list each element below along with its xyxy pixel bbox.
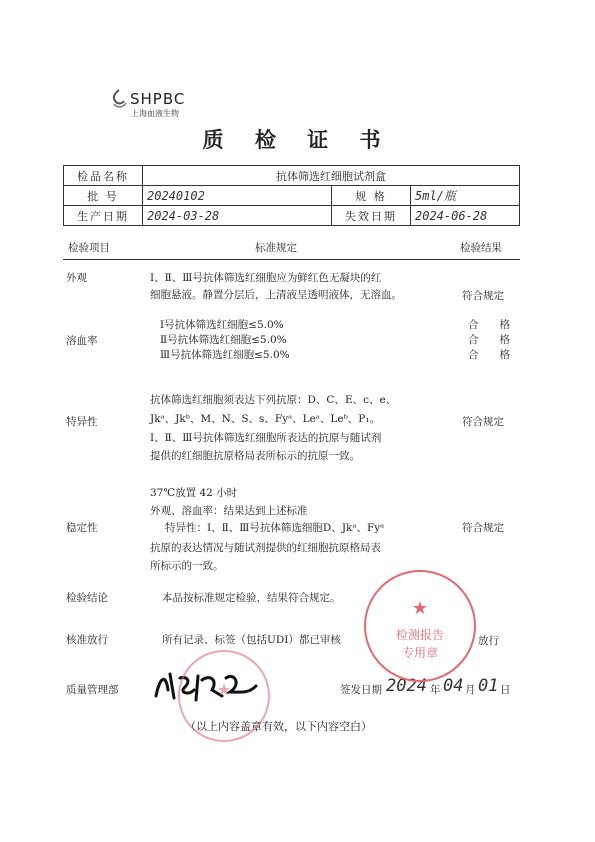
day-unit: 日 <box>500 684 511 696</box>
column-result: 检验结果 <box>460 242 502 254</box>
release-label: 核准放行 <box>66 634 108 646</box>
page-title: 质 检 证 书 <box>202 127 393 152</box>
hemolysis-line1: Ⅰ号抗体筛选红细胞≤5.0% <box>160 319 284 331</box>
batch-label: 批 号 <box>64 186 143 206</box>
divider <box>63 259 520 260</box>
sign-day: 01 <box>478 676 499 696</box>
specificity-label: 特异性 <box>66 416 98 428</box>
expiry-date-value: 2024-06-28 <box>411 206 520 226</box>
release-text: 所有记录、标签（包括UDI）都已审核 <box>162 634 341 646</box>
seal-star-icon: ★ <box>216 680 232 699</box>
year-unit: 年 <box>430 684 441 696</box>
sign-date-label: 签发日期 <box>340 684 382 696</box>
product-value: 抗体筛选红细胞试剂盒 <box>143 166 520 186</box>
logo-subtitle: 上海血液生物 <box>131 109 179 118</box>
hemolysis-label: 溶血率 <box>66 335 98 347</box>
stamp-star-icon: ★ <box>411 598 429 619</box>
spec-value: 5ml/瓶 <box>411 186 520 206</box>
conclusion-text: 本品按标准规定检验，结果符合规定。 <box>162 592 341 604</box>
stamp-line2: 专用章 <box>401 646 438 660</box>
batch-value: 20240102 <box>143 186 332 206</box>
expiry-date-label: 失效日期 <box>332 206 411 226</box>
spec-label: 规 格 <box>332 186 411 206</box>
hemolysis-line2: Ⅱ号抗体筛选红细胞≤5.0% <box>160 334 287 346</box>
inspection-report-stamp <box>364 570 476 682</box>
hemolysis-line3: Ⅲ号抗体筛选红细胞≤5.0% <box>160 349 290 361</box>
conclusion-label: 检验结论 <box>66 592 108 604</box>
sign-month: 04 <box>443 676 464 696</box>
footer-note: （以上内容盖章有效，以下内容空白） <box>185 720 372 733</box>
stability-result: 符合规定 <box>462 522 504 534</box>
stability-line3: 特异性：Ⅰ、Ⅱ、Ⅲ号抗体筛选细胞D、Jkᵃ、Fyᵃ <box>165 522 385 534</box>
column-standard: 标准规定 <box>255 242 297 254</box>
appearance-result: 符合规定 <box>462 290 504 302</box>
hemolysis-result1: 合 格 <box>468 319 510 331</box>
specificity-line2: Jkᵃ、Jkᵇ、M、N、S、s、Fyᵃ、Leᵃ、Leᵇ、P₁。 <box>150 413 381 425</box>
product-label: 检品名称 <box>64 166 143 186</box>
production-date-label: 生产日期 <box>64 206 143 226</box>
info-table <box>63 165 520 226</box>
stability-line1: 37℃放置 42 小时 <box>150 487 238 499</box>
stability-line5: 所标示的一致。 <box>150 560 224 572</box>
company-logo-icon <box>108 88 130 110</box>
stamp-line1: 检测报告 <box>395 628 444 642</box>
column-item: 检验项目 <box>68 242 110 254</box>
hemolysis-result2: 合 格 <box>468 334 510 346</box>
month-unit: 月 <box>465 684 476 696</box>
company-seal-stamp <box>178 650 270 742</box>
sign-year: 2024 <box>386 676 427 696</box>
stability-label: 稳定性 <box>66 522 98 534</box>
specificity-result: 符合规定 <box>462 416 504 428</box>
hemolysis-result3: 合 格 <box>468 349 510 361</box>
stability-line2: 外观、溶血率：结果达到上述标准 <box>150 505 308 517</box>
logo-text: SHPBC <box>130 90 186 108</box>
qa-department-label: 质量管理部 <box>66 684 119 696</box>
specificity-line3: Ⅰ、Ⅱ、Ⅲ号抗体筛选红细胞所表达的抗原与随试剂 <box>150 432 382 444</box>
production-date-value: 2024-03-28 <box>143 206 332 226</box>
appearance-line1: Ⅰ、Ⅱ、Ⅲ号抗体筛选红细胞应为鲜红色无凝块的红 <box>150 272 382 284</box>
appearance-line2: 细胞悬液。静置分层后，上清液呈透明液体，无溶血。 <box>150 289 402 301</box>
appearance-label: 外观 <box>66 272 87 284</box>
stability-line4: 抗原的表达情况与随试剂提供的红细胞抗原格局表 <box>150 542 381 554</box>
specificity-line4: 提供的红细胞抗原格局表所标示的抗原一致。 <box>150 450 360 462</box>
specificity-line1: 抗体筛选红细胞须表达下列抗原：D、C、E、c、e、 <box>150 394 397 406</box>
release-result: 放行 <box>478 635 499 647</box>
